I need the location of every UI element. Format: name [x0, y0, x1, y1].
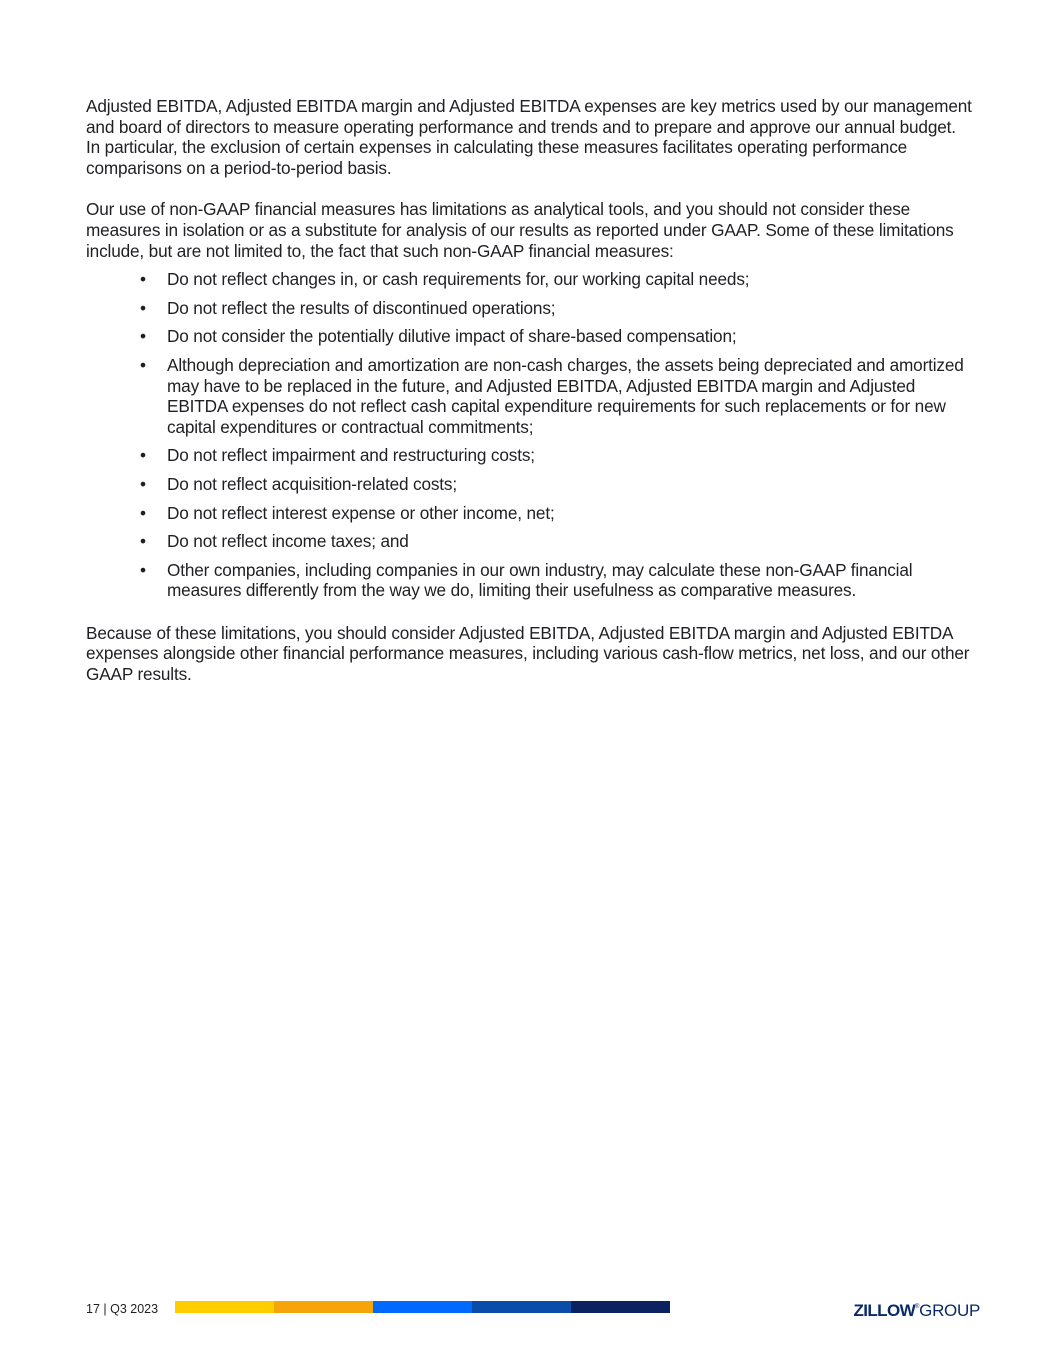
bullet-icon: • — [140, 297, 146, 318]
logo-registered-mark: ® — [915, 1304, 920, 1310]
page-number-label: 17 | Q3 2023 — [86, 1302, 159, 1316]
list-item-text: Do not consider the potentially dilutive impact of share-based compensation; — [167, 326, 737, 347]
intro-paragraph-2: Our use of non-GAAP financial measures has limitations as analytical tools, and you should not consider these measures in isolation or as a substitute for analysis of our results as reported under GAAP. Some of these limitations include, but are not limited to, the fact that such non-GAAP financial measures: — [86, 199, 954, 261]
bullet-icon: • — [140, 269, 146, 290]
list-item — [140, 502, 972, 524]
bullet-icon: • — [140, 559, 146, 580]
color-bar-segment-blue — [373, 1301, 472, 1313]
bullet-icon: • — [140, 326, 146, 347]
list-item-text: Do not reflect changes in, or cash requirements for, our working capital needs; — [167, 269, 750, 290]
list-item — [140, 473, 972, 495]
list-item-text: Although depreciation and amortization are non-cash charges, the assets being depreciated and amortized may have to be replaced in the future, and Adjusted EBITDA, Adjusted EBITDA margin and Adjusted EBITDA expenses do not reflect cash capital expenditure requirements for such replacements or for new capital expenditures or contractual commitments; — [167, 354, 964, 437]
limitations-list — [86, 269, 972, 601]
zillow-group-logo — [853, 1297, 980, 1321]
bullet-icon: • — [140, 445, 146, 466]
bullet-icon: • — [140, 473, 146, 494]
list-item-text: Do not reflect interest expense or other income, net; — [167, 502, 555, 523]
bullet-icon: • — [140, 354, 146, 375]
color-bar-segment-navy — [571, 1301, 670, 1313]
intro-paragraph-1: Adjusted EBITDA, Adjusted EBITDA margin and Adjusted EBITDA expenses are key metrics used by our management and board of directors to measure operating performance and trends and to prepare and approve our annual budget. In particular, the exclusion of certain expenses in calculating these measures facilitates operating performance comparisons on a period-to-period basis. — [86, 96, 972, 178]
list-item-text: Other companies, including companies in our own industry, may calculate these non-GAAP financial measures differently from the way we do, limiting their usefulness as comparative measures. — [167, 559, 913, 601]
list-item-text: Do not reflect the results of discontinued operations; — [167, 297, 556, 318]
list-item — [140, 354, 972, 437]
list-item-text: Do not reflect acquisition-related costs; — [167, 473, 457, 494]
list-item — [140, 326, 972, 347]
document-body — [86, 96, 972, 685]
bullet-icon: • — [140, 502, 146, 523]
list-item — [140, 559, 972, 601]
color-bar-segment-mid-blue — [472, 1301, 571, 1313]
list-item — [140, 269, 972, 290]
list-item — [140, 531, 972, 552]
color-bar-segment-orange — [274, 1301, 373, 1313]
list-item-text: Do not reflect impairment and restructuring costs; — [167, 445, 535, 466]
list-item — [140, 445, 972, 466]
logo-bold-text: ZILLOW — [853, 1301, 916, 1320]
page-footer — [86, 1300, 980, 1318]
bullet-icon: • — [140, 531, 146, 552]
logo-regular-text: GROUP — [919, 1301, 980, 1320]
list-item-text: Do not reflect income taxes; and — [167, 531, 409, 552]
brand-color-bar — [175, 1301, 670, 1313]
color-bar-segment-yellow — [175, 1301, 274, 1313]
closing-paragraph: Because of these limitations, you should consider Adjusted EBITDA, Adjusted EBITDA margin and Adjusted EBITDA expenses alongside other financial performance measures, including various cash-flow metrics, net loss, and our other GAAP results. — [86, 622, 970, 685]
list-item — [140, 297, 972, 319]
